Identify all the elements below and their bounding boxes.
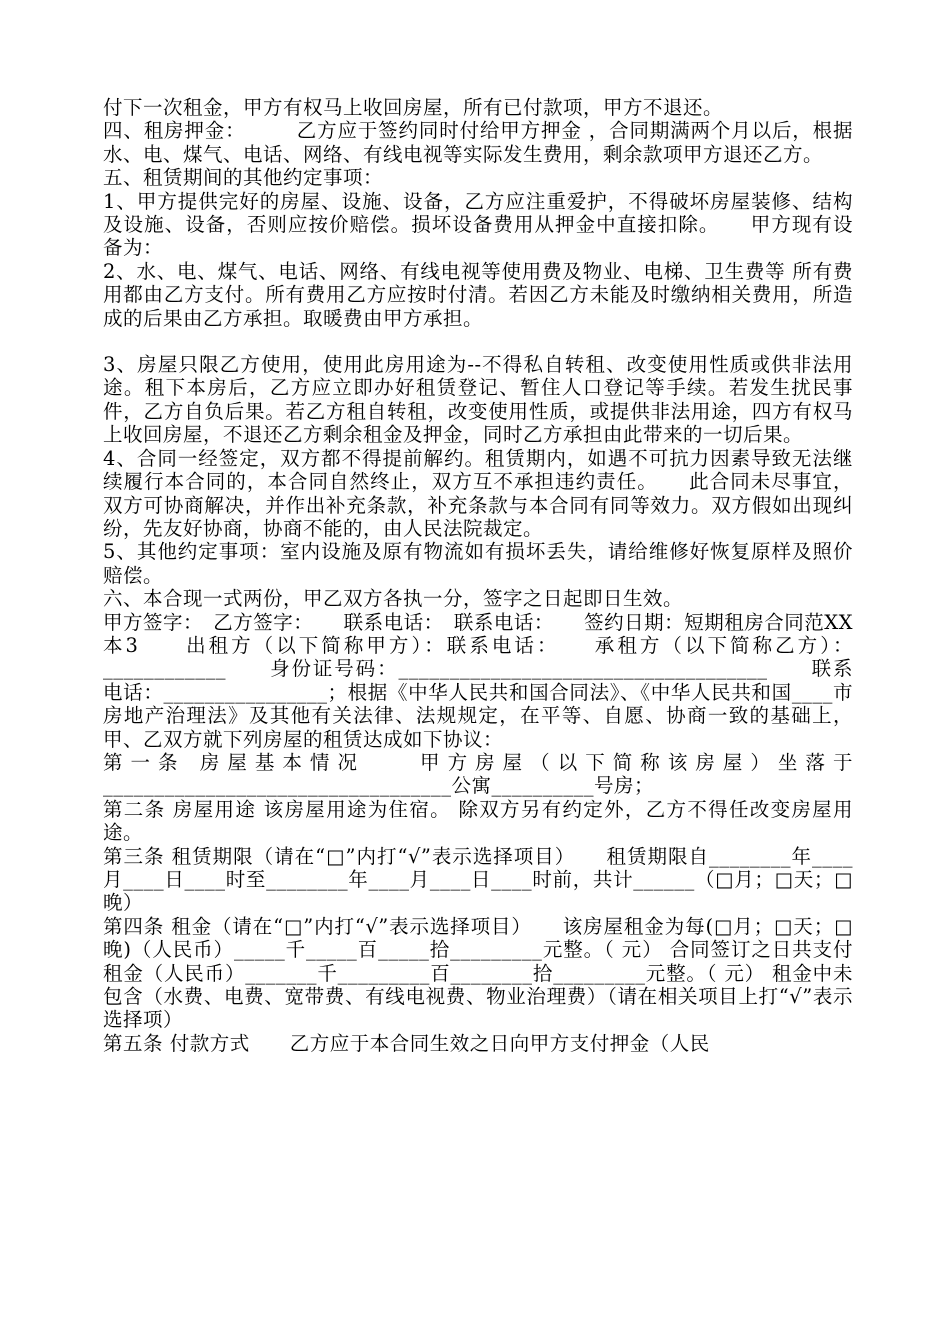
paragraph-article-2: 第二条 房屋用途 该房屋用途为住宿。 除双方另有约定外，乙方不得任改变房屋用途。 [103,797,853,845]
paragraph-section-5-heading: 五、租赁期间的其他约定事项： [103,166,384,190]
paragraph-clause-2: 2、水、电、煤气、电话、网络、有线电视等使用费及物业、电梯、卫生费等 所有费用都由乙方支付。所有费用乙方应按时付清。若因乙方未能及时缴纳相关费用，所造成的后果由乙方承担。取暖费由甲方承担。 [103,259,853,330]
paragraph-article-5: 第五条 付款方式 乙方应于本合同生效之日向甲方支付押金（人民 [103,1031,710,1055]
contract-page [103,96,853,1055]
paragraph-article-1: 第一条 房屋基本情况 甲方房屋（以下简称该房屋）坐落于__________________________________公寓__________号房； [103,750,853,798]
paragraph-signatures-and-new-contract: 甲方签字： 乙方签字： 联系电话： 联系电话： 签约日期：短期租房合同范XX本3 出租方（以下简称甲方）：联系电话： 承租方（以下简称乙方）：____________ 身份证号码：____________________________________ 联系电话：________________；根据《中华人民共和国合同法》、《中华人民共和国____市房地产治理法》及其他有关法律、法规规定，在平等、自愿、协商一致的基础上，甲、乙双方就下列房屋的租赁达成如下协议： [103,610,853,751]
paragraph-article-3: 第三条 租赁期限（请在“□”内打“√”表示选择项目） 租赁期限自________年____月____日____时至________年____月____日____时前，共计______（□月；□天；□晚） [103,844,853,915]
paragraph-clause-1: 1、甲方提供完好的房屋、设施、设备，乙方应注重爱护，不得破坏房屋装修、结构及设施、设备，否则应按价赔偿。损坏设备费用从押金中直接扣除。 甲方现有设备为： [103,189,853,260]
paragraph-clause-5: 5、其他约定事项：室内设施及原有物流如有损坏丢失，请给维修好恢复原样及照价赔偿。 [103,540,853,587]
paragraph-article-4: 第四条 租金（请在“□”内打“√”表示选择项目） 该房屋租金为每(□月；□天；□晚)（人民币）_____千_____百_____拾_________元整。（ 元） 合同签订之日共支付租金（人民币）_______千_________百________拾_________元整。（ 元） 租金中未包含（水费、电费、宽带费、有线电视费、物业治理费）（请在相关项目上打“√”表示选择项） [103,914,853,1032]
paragraph-section-4-deposit: 四、租房押金： 乙方应于签约同时付给甲方押金 ，合同期满两个月以后，根据水、电、煤气、电话、网络、有线电视等实际发生费用，剩余款项甲方退还乙方。 [103,119,853,166]
paragraph-clause-4: 4、合同一经签定，双方都不得提前解约。租赁期内，如遇不可抗力因素导致无法继续履行本合同的，本合同自然终止，双方互不承担违约责任。 此合同未尽事宜，双方可协商解决，并作出补充条款，补充条款与本合同有同等效力。双方假如出现纠纷，先友好协商，协商不能的，由人民法院裁定。 [103,446,853,540]
paragraph-section-6: 六、本合现一式两份，甲乙双方各执一分，签字之日起即日生效。 [103,587,684,611]
blank-line [103,330,853,353]
paragraph-clause-3: 3、房屋只限乙方使用，使用此房用途为--不得私自转租、改变使用性质或供非法用途。租下本房后，乙方应立即办好租赁登记、暂住人口登记等手续。若发生扰民事件，乙方自负后果。若乙方租自转租，改变使用性质，或提供非法用途，四方有权马上收回房屋，不退还乙方剩余租金及押金，同时乙方承担由此带来的一切后果。 [103,353,853,447]
paragraph-unpaid-rent: 付下一次租金，甲方有权马上收回房屋，所有已付款项，甲方不退还。 [103,96,724,119]
